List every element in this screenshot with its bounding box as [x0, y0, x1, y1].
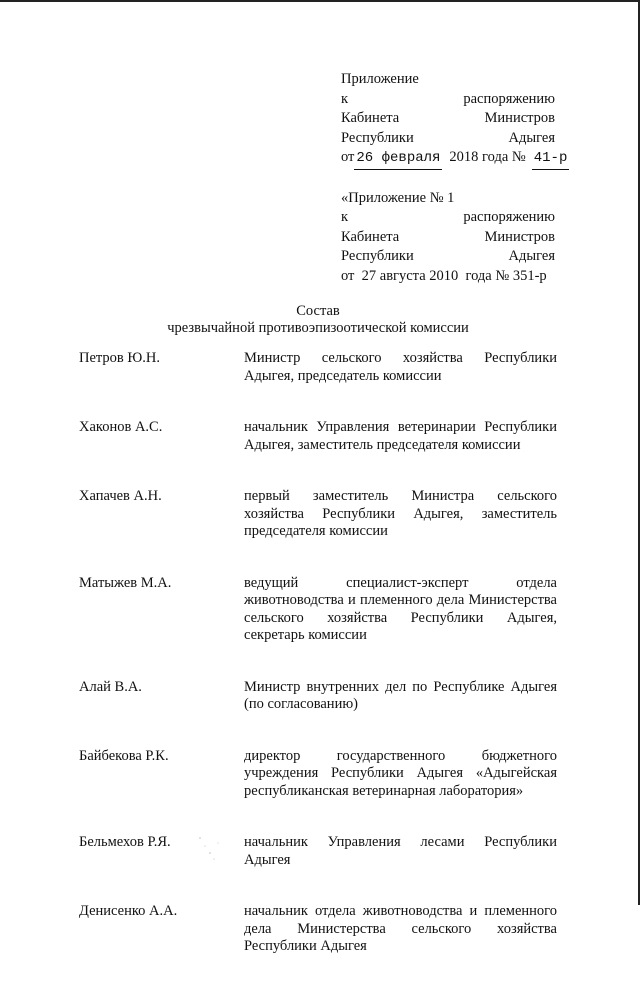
original-appendix-block: [341, 189, 555, 287]
member-role: Министр внутренних дел по Республике Адыгея (по согласованию): [244, 678, 557, 712]
appendix-line: [341, 228, 555, 248]
document-title: [80, 303, 556, 337]
member-row: [79, 903, 557, 956]
member-name: Петров Ю.Н.: [79, 350, 161, 366]
number-filled: 41-р: [532, 149, 570, 170]
appendix-line: [341, 247, 555, 267]
member-role: начальник отдела животноводства и племенного дела Министерства сельского хозяйства Республики Адыгея: [244, 903, 557, 954]
title-subline: чрезвычайной противоэпизоотической комиссии: [167, 320, 469, 336]
appendix-text: Министров: [484, 110, 555, 126]
member-name: Хапачев А.Н.: [79, 488, 162, 504]
appendix-text: Министров: [484, 228, 555, 245]
member-name: Алай В.А.: [79, 678, 142, 695]
appendix-line: [341, 109, 555, 129]
appendix-text: к: [341, 90, 349, 107]
appendix-text: распоряжению: [463, 90, 555, 107]
member-role: ведущий специалист-эксперт отдела животноводства и племенного дела Министерства сельского хозяйства Республики Адыгея, секретарь комиссии: [244, 574, 557, 643]
member-role: начальник Управления ветеринарии Республики Адыгея, заместитель председателя комиссии: [244, 419, 557, 453]
member-name: Денисенко А.А.: [79, 903, 178, 919]
appendix-text: от 27 августа 2010 года № 351-р: [341, 267, 547, 284]
scan-specks: [196, 834, 226, 864]
appendix-line: [341, 90, 555, 110]
appendix-block: [341, 70, 568, 170]
year-text: 2018 года №: [449, 149, 526, 165]
appendix-text: Приложение: [341, 71, 419, 87]
member-role: Министр сельского хозяйства Республики Адыгея, председатель комиссии: [244, 350, 557, 384]
member-role: первый заместитель Министра сельского хозяйства Республики Адыгея, заместитель председателя комиссии: [244, 488, 557, 539]
appendix-line: [341, 267, 555, 287]
appendix-text: Кабинета: [341, 228, 400, 245]
appendix-text: «Приложение № 1: [341, 189, 455, 206]
member-row: [79, 834, 557, 869]
member-row: [79, 575, 557, 645]
member-role: начальник Управления лесами Республики Адыгея: [244, 834, 557, 868]
appendix-text: Республики: [341, 129, 414, 146]
appendix-line: [341, 129, 555, 149]
appendix-text: Республики: [341, 248, 414, 264]
member-row: [79, 419, 557, 454]
appendix-text: к: [341, 209, 349, 225]
appendix-line: [341, 189, 555, 209]
appendix-line: [341, 70, 555, 90]
members-list: [79, 350, 557, 990]
title-line: Состав: [296, 303, 340, 319]
member-name: Хаконов А.С.: [79, 419, 163, 435]
date-prefix: от: [341, 149, 355, 165]
member-row: [79, 679, 557, 714]
member-role: директор государственного бюджетного учреждения Республики Адыгея «Адыгейская республиканская ветеринарная лаборатория»: [244, 747, 557, 799]
member-row: [79, 350, 557, 385]
member-name: Матыжев М.А.: [79, 574, 172, 591]
appendix-text: Кабинета: [341, 110, 400, 126]
member-name: Бельмехов Р.Я.: [79, 834, 171, 850]
appendix-date-row: [341, 148, 568, 170]
date-filled: 26 февраля: [354, 149, 442, 170]
appendix-line: [341, 208, 555, 228]
member-name: Байбекова Р.К.: [79, 747, 169, 764]
appendix-text: Адыгея: [508, 248, 555, 264]
member-row: [79, 488, 557, 541]
appendix-header: [341, 70, 568, 286]
member-row: [79, 748, 557, 801]
appendix-text: Адыгея: [508, 129, 555, 146]
appendix-text: распоряжению: [463, 209, 555, 225]
